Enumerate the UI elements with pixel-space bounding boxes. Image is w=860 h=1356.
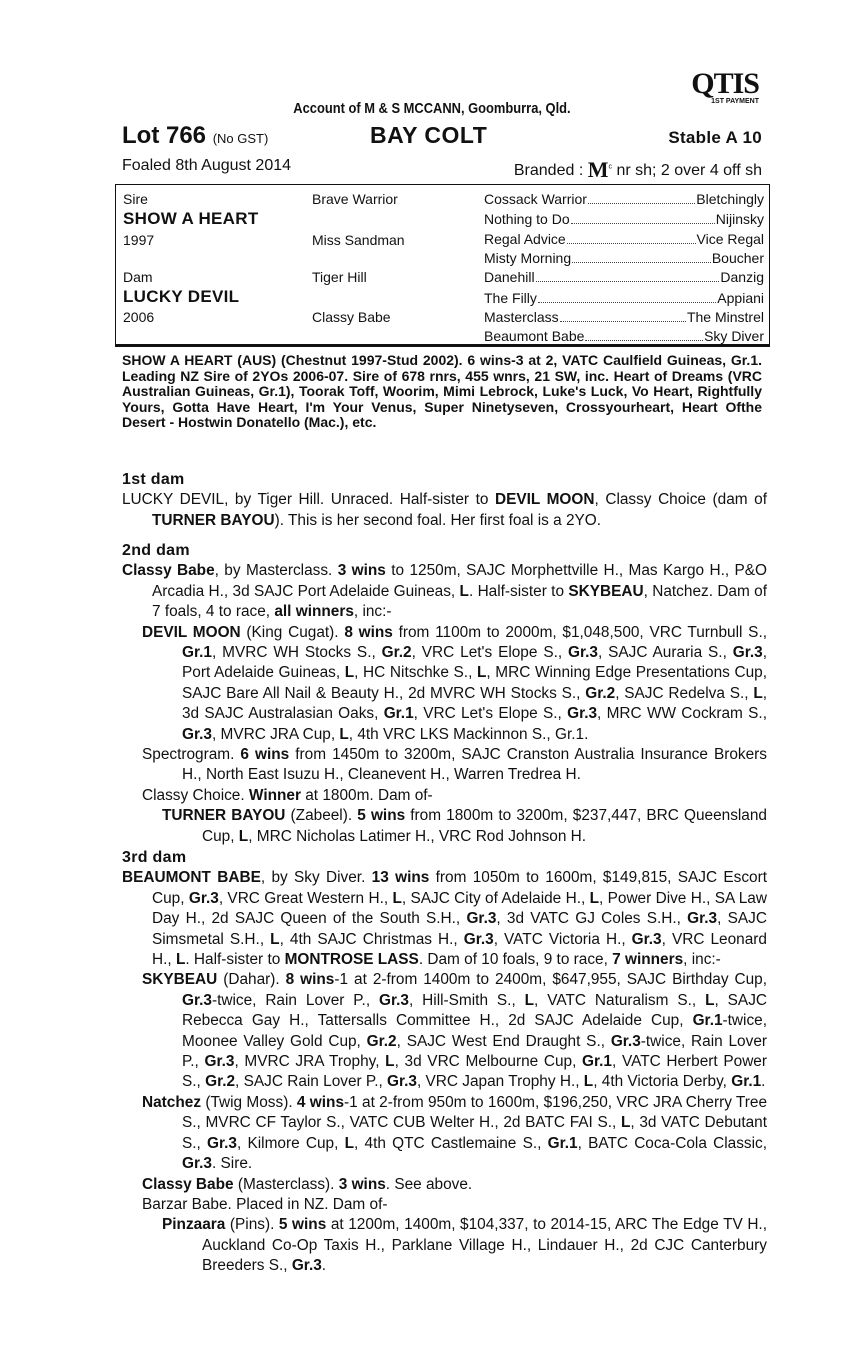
text-run: , by Sky Diver. — [260, 869, 372, 887]
progeny-devil-moon — [142, 623, 767, 745]
text-run: , SAJC Rebecca Gay H., Tattersalls Committee H., 2d SAJC Adelaide Cup, — [182, 991, 768, 1030]
text-run: from 1800m to 3200m, $237,447, BRC Queensland Cup, — [202, 807, 767, 845]
text-run: LUCKY DEVIL, by Tiger Hill. Unraced. Half-sister to — [122, 491, 495, 509]
bold-run: Gr.2 — [205, 1073, 236, 1091]
first-dam-section — [122, 470, 767, 531]
text-run: , 3d VATC Debutant S., — [182, 1114, 767, 1152]
brand-mark: M — [587, 157, 609, 182]
text-run: , 4th Victoria Derby, — [593, 1073, 732, 1091]
sire-sire: Brave Warrior — [312, 191, 398, 207]
bold-run: Gr.3 — [291, 1257, 322, 1275]
text-run: , 4th QTC Castlemaine S., — [354, 1134, 548, 1152]
text-run: at 1800m. Dam of- — [300, 786, 433, 804]
text-run: , SAJC Auraria S., — [597, 644, 733, 662]
ancestor: Nothing to Do — [484, 211, 570, 227]
bold-run: L — [589, 889, 599, 907]
bold-run: Gr.1 — [383, 705, 414, 723]
text-run: , SAJC West End Draught S., — [396, 1032, 611, 1050]
bold-run: 8 wins — [285, 971, 335, 989]
bold-run: Gr.3 — [466, 910, 497, 928]
bold-run: Gr.3 — [188, 889, 219, 907]
pedigree-ancestor-row — [484, 191, 764, 207]
grandprogeny-turner-bayou — [162, 806, 767, 847]
bold-run: Winner — [248, 786, 301, 804]
text-run: (Dahar). — [217, 971, 286, 989]
pedigree-ancestor-row — [484, 269, 764, 285]
text-run: (Masterclass). — [233, 1175, 339, 1193]
bold-run: L — [620, 1114, 631, 1132]
bold-run: 7 winners — [612, 951, 684, 969]
bold-run: Gr.3 — [379, 991, 409, 1009]
text-run: , Hill-Smith S., — [408, 991, 525, 1009]
text-run: Barzar Babe. Placed in NZ. Dam of- — [142, 1195, 388, 1213]
bold-run: Gr.3 — [631, 930, 662, 948]
text-run: , 3d VATC GJ Coles S.H., — [496, 910, 688, 928]
text-run: , 4th VRC LKS Mackinnon S., — [348, 725, 555, 743]
grandprogeny-pinzaara — [162, 1215, 767, 1276]
bold-run: Gr.1 — [692, 1012, 723, 1030]
ancestor: The Filly — [484, 290, 537, 306]
text-run: , Classy Choice (dam of — [594, 491, 768, 509]
text-run: , SAJC Rain Lover P., — [235, 1073, 388, 1091]
text-run: , SAJC City of Adelaide H., — [401, 889, 590, 907]
bold-run: L — [583, 1073, 594, 1091]
bold-run: L — [524, 991, 535, 1009]
pedigree-table — [115, 184, 770, 347]
sire-dam: Miss Sandman — [312, 232, 405, 248]
text-run: , inc:- — [353, 603, 392, 621]
text-run: . — [584, 725, 589, 743]
section-heading: 1st dam — [122, 471, 185, 488]
ancestor: Regal Advice — [484, 231, 566, 247]
bold-run: L — [175, 951, 186, 969]
text-run: to 1250m, SAJC Morphettville H., Mas Kargo H., P&O Arcadia H., 3d SAJC Port Adelaide Guineas, — [152, 562, 767, 600]
bold-run: 3 wins — [337, 562, 386, 580]
lot-number — [122, 122, 268, 150]
colour-sex: BAY COLT — [370, 122, 488, 148]
bold-run: Gr.3 — [687, 910, 718, 928]
pedigree-ancestor-row — [484, 231, 764, 247]
foaled-date: Foaled 8th August 2014 — [122, 157, 292, 174]
text-run: , MRC Winning Edge Presentations Cup, SAJC Bare All Nail & Beauty H., 2d MVRC WH Stocks S., — [182, 664, 767, 702]
bold-run: 6 wins — [240, 746, 290, 764]
bold-run: Gr.3 — [387, 1073, 417, 1091]
pedigree-ancestor-row — [484, 309, 764, 325]
text-run: Natchez — [652, 582, 709, 600]
text-run: , VATC Herbert Power S., — [182, 1053, 767, 1091]
text-run: , MVRC WH Stocks S., — [211, 644, 382, 662]
ancestor: Beaumont Babe — [484, 328, 585, 344]
pedigree-ancestor-row — [484, 250, 764, 266]
text-run: , — [643, 582, 653, 600]
text-run: , 3d SAJC Australasian Oaks, — [182, 684, 768, 723]
bold-run: 5 wins — [278, 1216, 327, 1234]
text-run: , by Masterclass. — [214, 562, 338, 580]
text-run: , MVRC JRA Trophy, — [234, 1053, 386, 1071]
bold-run: Gr.3 — [204, 1053, 235, 1071]
bold-run: Gr.1 — [182, 644, 212, 662]
text-run: , VRC Let's Elope S., — [413, 705, 568, 723]
text-run: (Twig Moss). — [201, 1093, 297, 1111]
text-run: -twice, Rain Lover P., — [182, 1032, 767, 1071]
bold-run: Natchez — [142, 1093, 202, 1111]
section-heading: 3rd dam — [122, 849, 187, 866]
text-run: at 1200m, 1400m, $104,337, to 2014-15, ARC The Edge TV H., Auckland Co-Op Taxis H., Parklane Village H., Lindauer H., 2d CJC Canterbury Breeders S., — [202, 1216, 767, 1275]
text-run: , SAJC Simsmetal S.H., — [152, 910, 767, 948]
bold-run: Gr.2 — [381, 644, 412, 662]
bold-run: Gr.2 — [585, 684, 616, 702]
bold-run: Gr.3 — [732, 644, 763, 662]
text-run: . Half-sister to — [468, 582, 569, 600]
ancestor: Misty Morning — [484, 250, 572, 266]
text-run: (King Cugat). — [240, 623, 345, 641]
ancestor-sire: Danzig — [720, 269, 764, 285]
text-run: ). This is her second foal. Her first foal is a 2YO. — [274, 511, 602, 529]
text-run: . Dam of 7 foals, 4 to race, — [152, 582, 767, 621]
logo-subtitle: 1ST PAYMENT — [711, 98, 759, 105]
ancestor: Danehill — [484, 269, 535, 285]
text-run: , HC Nitschke S., — [354, 664, 477, 682]
bold-run: Pinzaara — [162, 1216, 226, 1234]
text-run: . Dam of 10 foals, 9 to race, — [418, 951, 613, 969]
bold-run: TURNER BAYOU — [162, 807, 286, 825]
text-run: , MVRC JRA Cup, — [211, 725, 340, 743]
bold-run: L — [459, 582, 469, 600]
bold-run: L — [753, 684, 763, 702]
bold-run: DEVIL MOON — [142, 623, 241, 641]
pedigree-ancestor-row — [484, 328, 764, 344]
bold-run: 8 wins — [344, 623, 393, 641]
text-run: , MRC Nicholas Latimer H., VRC Rod Johnson H. — [248, 827, 587, 845]
bold-run: Gr.1 — [547, 1134, 578, 1152]
bold-run: Gr.3 — [610, 1032, 641, 1050]
text-run: , Kilmore Cup, — [237, 1134, 345, 1152]
ancestor-sire: Sky Diver — [704, 328, 764, 344]
bold-run: Gr.3 — [182, 991, 212, 1009]
text-run: Spectrogram. — [142, 746, 241, 764]
bold-run: Gr.2 — [366, 1032, 397, 1050]
bold-run: Gr.1 — [582, 1053, 612, 1071]
third-dam-section — [122, 848, 767, 1277]
text-run: . Sire. — [211, 1155, 253, 1173]
text-run: , MRC WW Cockram S., — [597, 705, 767, 723]
text-run: Gr.1 — [554, 725, 585, 743]
brand-sup: c — [608, 163, 612, 171]
text-run: from 1450m to 3200m, SAJC Cranston Australia Insurance Brokers H., North East Isuzu H., Cleanevent H., Warren Tredrea H. — [182, 746, 767, 784]
text-run: , Port Adelaide Guineas, — [182, 644, 767, 682]
text-run: -1 at 2-from 950m to 1600m, $196,250, VRC JRA Cherry Tree S., MVRC CF Taylor S., VATC CUB Welter H., 2d BATC FAI S., — [182, 1093, 767, 1132]
ancestor: Cossack Warrior — [484, 191, 587, 207]
text-run: , VRC Great Western H., — [218, 889, 393, 907]
vendor-account: Account of M & S MCCANN, Goomburra, Qld. — [293, 100, 571, 117]
bold-run: MONTROSE LASS — [284, 951, 419, 969]
bold-run: TURNER BAYOU — [152, 511, 275, 529]
text-run: , 4th SAJC Christmas H., — [279, 930, 464, 948]
pedigree-ancestor-row — [484, 290, 764, 306]
text-run: , BATC Coca-Cola Classic, — [577, 1134, 767, 1152]
ancestor-sire: Boucher — [711, 250, 764, 266]
gst-note: (No GST) — [212, 131, 269, 146]
bold-run: 13 wins — [371, 869, 430, 887]
third-dam-paragraph — [122, 868, 767, 970]
text-run: , VRC Leonard H., — [152, 930, 767, 969]
bold-run: L — [339, 725, 349, 743]
bold-run: L — [385, 1053, 395, 1071]
pedigree-ancestor-row — [484, 211, 764, 227]
text-run: . — [321, 1257, 327, 1275]
sire-summary: SHOW A HEART (AUS) (Chestnut 1997-Stud 2002). 6 wins-3 at 2, VATC Caulfield Guineas, Gr.1. Leading NZ Sire of 2YOs 2006-07. Sire of 678 rnrs, 455 wnrs, 21 SW, inc. Heart of Dreams (VRC Australian Guineas, Gr.1), Toorak Toff, Woorim, Mimi Lebrock, Luke's Luck, Vo Heart, Rightfully Yours, Gotta Have Heart, I'm Your Venus, Super Ninetyseven, Crossyourheart, Heart Ofthe Desert - Hostwin Donatello (Mac.), etc. — [122, 352, 762, 430]
progeny-skybeau — [142, 970, 767, 1092]
text-run: , VATC Naturalism S., — [534, 991, 706, 1009]
bold-run: L — [705, 991, 715, 1009]
bold-run: Gr.3 — [567, 705, 598, 723]
second-dam-section — [122, 541, 767, 847]
progeny-natchez — [142, 1093, 767, 1175]
ancestor-sire: Bletchingly — [696, 191, 764, 207]
text-run: (Pins). — [225, 1216, 279, 1234]
text-run: , VATC Victoria H., — [493, 930, 632, 948]
text-run: . — [761, 1073, 766, 1091]
progeny-spectrogram — [142, 745, 767, 786]
bold-run: all winners — [274, 603, 354, 621]
bold-run: L — [344, 1134, 355, 1152]
bold-run: 5 wins — [357, 807, 406, 825]
ancestor-sire: Appiani — [717, 290, 764, 306]
logo-mark: QTIS — [691, 67, 759, 100]
brand-info — [514, 157, 762, 183]
dam-year: 2006 — [123, 309, 155, 325]
text-run: . See above. — [385, 1175, 473, 1193]
text-run: (Zabeel). — [285, 807, 358, 825]
text-run: , VRC Let's Elope S., — [411, 644, 569, 662]
dam-sire: Tiger Hill — [312, 269, 367, 285]
text-run: . Half-sister to — [185, 951, 285, 969]
text-run: , Power Dive H., SA Law Day H., 2d SAJC Queen of the South S.H., — [152, 889, 767, 928]
bold-run: 3 wins — [338, 1175, 386, 1193]
bold-run: L — [392, 889, 402, 907]
text-run: from 1100m to 2000m, $1,048,500, VRC Turnbull S., — [392, 623, 768, 641]
bold-run: 4 wins — [296, 1093, 345, 1111]
text-run: , SAJC Redelva S., — [615, 684, 754, 702]
branded-suffix: nr sh; 2 over 4 off sh — [616, 162, 762, 179]
stable-location: Stable A 10 — [668, 128, 762, 147]
ancestor-sire: Nijinsky — [715, 211, 764, 227]
bold-run: L — [476, 664, 487, 682]
dam-dam: Classy Babe — [312, 309, 391, 325]
text-run: , inc:- — [683, 951, 721, 969]
ancestor-sire: The Minstrel — [686, 309, 764, 325]
lot-label: Lot 766 — [122, 122, 207, 149]
bold-run: BEAUMONT BABE — [122, 869, 261, 887]
bold-run: L — [238, 827, 249, 845]
text-run: -twice, Moonee Valley Gold Cup, — [182, 1012, 767, 1050]
sire-name: SHOW A HEART — [123, 209, 259, 228]
bold-run: L — [344, 664, 355, 682]
branded-prefix: Branded : — [513, 162, 584, 179]
bold-run: SKYBEAU — [568, 582, 644, 600]
progeny-barzar-babe — [142, 1195, 767, 1215]
progeny-classy-babe — [142, 1175, 767, 1195]
bold-run: Gr.3 — [182, 725, 212, 743]
text-run: from 1050m to 1600m, $149,815, SAJC Escort Cup, — [152, 869, 767, 907]
sire-label: Sire — [123, 191, 148, 207]
sire-year: 1997 — [123, 232, 155, 248]
bold-run: Classy Babe — [142, 1175, 234, 1193]
dam-label: Dam — [123, 269, 153, 285]
text-run: Classy Choice. — [142, 786, 249, 804]
bold-run: DEVIL MOON — [494, 491, 595, 509]
bold-run: Gr.3 — [463, 930, 494, 948]
progeny-classy-choice — [142, 786, 767, 806]
ancestor-sire: Vice Regal — [696, 231, 764, 247]
second-dam-paragraph — [122, 561, 767, 622]
bold-run: Gr.3 — [568, 644, 598, 662]
bold-run: SKYBEAU — [142, 971, 218, 989]
dam-name: LUCKY DEVIL — [123, 287, 240, 306]
bold-run: Gr.1 — [731, 1073, 762, 1091]
ancestor: Masterclass — [484, 309, 559, 325]
section-heading: 2nd dam — [122, 542, 190, 559]
text-run: , 3d VRC Melbourne Cup, — [394, 1053, 583, 1071]
bold-run: Gr.3 — [182, 1155, 212, 1173]
bold-run: L — [270, 930, 280, 948]
text-run: -twice, Rain Lover P., — [211, 991, 380, 1009]
bold-run: Classy Babe — [122, 562, 215, 580]
text-run: -1 at 2-from 1400m to 2400m, $647,955, SAJC Birthday Cup, — [334, 971, 768, 989]
bold-run: Gr.3 — [207, 1134, 237, 1152]
first-dam-paragraph — [122, 490, 767, 531]
text-run: , VRC Japan Trophy H., — [416, 1073, 584, 1091]
